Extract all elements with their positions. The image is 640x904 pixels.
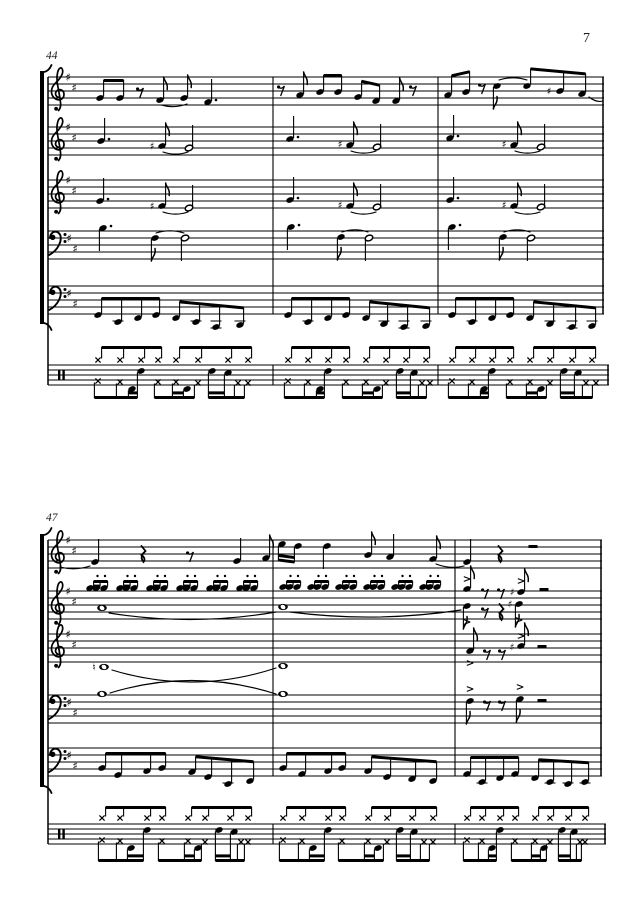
page-number: 7: [583, 31, 590, 46]
svg-text:♯: ♯: [149, 141, 155, 153]
svg-text:♯: ♯: [71, 638, 77, 652]
svg-text:♯: ♯: [71, 131, 77, 145]
measure-number-44: 44: [46, 50, 58, 62]
svg-text:♯: ♯: [71, 544, 77, 558]
svg-text:♯: ♯: [509, 642, 515, 654]
svg-text:♯: ♯: [72, 759, 78, 773]
svg-text:♯: ♯: [509, 587, 515, 599]
svg-text:♯: ♯: [66, 231, 72, 245]
svg-text:♯: ♯: [65, 173, 71, 187]
svg-text:♯: ♯: [501, 139, 507, 151]
svg-text:♯: ♯: [546, 86, 552, 98]
svg-text:♯: ♯: [66, 695, 72, 709]
svg-text:♮: ♮: [92, 662, 96, 674]
svg-text:♯: ♯: [65, 533, 71, 547]
svg-text:♯: ♯: [65, 627, 71, 641]
svg-text:♯: ♯: [71, 595, 77, 609]
svg-text:♯: ♯: [501, 200, 507, 212]
svg-text:♯: ♯: [65, 584, 71, 598]
svg-text:♯: ♯: [149, 201, 155, 213]
system-44: [40, 65, 609, 399]
svg-text:♯: ♯: [71, 184, 77, 198]
svg-text:♯: ♯: [66, 286, 72, 300]
svg-text:♯: ♯: [337, 200, 343, 212]
svg-text:♯: ♯: [71, 81, 77, 95]
svg-text:♯: ♯: [65, 120, 71, 134]
svg-text:♯: ♯: [507, 599, 513, 611]
svg-text:♯: ♯: [72, 242, 78, 256]
svg-text:♯: ♯: [72, 706, 78, 720]
measure-number-47: 47: [46, 512, 58, 524]
svg-text:♯: ♯: [65, 70, 71, 84]
svg-text:♯: ♯: [337, 139, 343, 151]
system-47: [40, 528, 606, 862]
svg-text:♯: ♯: [66, 748, 72, 762]
svg-text:♯: ♯: [72, 297, 78, 311]
